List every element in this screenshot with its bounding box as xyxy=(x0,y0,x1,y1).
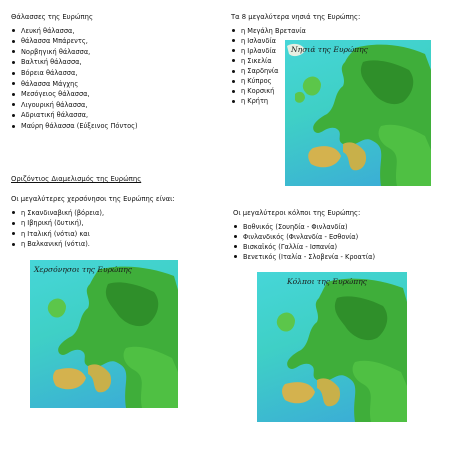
peninsulas-list xyxy=(11,208,175,250)
list-item: η Ισλανδία xyxy=(231,36,360,46)
list-item: Φινλανδικός (Φινλανδία - Εσθονία) xyxy=(233,232,375,242)
list-item: θάλασσα Μάγχης xyxy=(11,79,138,90)
seas-heading: Θάλασσες της Ευρώπης xyxy=(11,13,93,21)
europe-map-image xyxy=(285,40,431,186)
division-section xyxy=(11,174,141,185)
gulfs-heading: Οι μεγαλύτεροι κόλποι της Ευρώπης: xyxy=(233,209,361,217)
list-item: Αδριατική θάλασσα, xyxy=(11,110,138,121)
list-item: η Ιβηρική (δυτική), xyxy=(11,218,175,229)
list-item: η Ιταλική (νότια) και xyxy=(11,229,175,240)
list-item: Λιγουρική θάλασσα, xyxy=(11,100,138,111)
list-item: η Μεγάλη Βρετανία xyxy=(231,26,360,36)
europe-map-image xyxy=(30,260,178,408)
islands-map xyxy=(285,40,431,186)
list-item: η Κορσική xyxy=(231,86,360,96)
list-item: Βοθνικός (Σουηδία - Φινλανδία) xyxy=(233,222,375,232)
list-item: η Ιρλανδία xyxy=(231,46,360,56)
list-item: η Κύπρος xyxy=(231,76,360,86)
list-item: η Κρήτη xyxy=(231,96,360,106)
list-item: Λευκή θάλασσα, xyxy=(11,26,138,37)
division-heading: Οριζόντιος Διαμελισμός της Ευρώπης xyxy=(11,175,142,183)
peninsulas-section xyxy=(11,194,175,250)
list-item: Νορβηγική θάλασσα, xyxy=(11,47,138,58)
list-item: η Σκανδιναβική (βόρεια), xyxy=(11,208,175,219)
list-item: Βενετικός (Ιταλία - Σλοβενία - Κροατία) xyxy=(233,252,375,262)
list-item: θάλασσα Μπάρεντς, xyxy=(11,36,138,47)
list-item: η Σικελία xyxy=(231,56,360,66)
europe-map-image xyxy=(257,272,407,422)
list-item: η Βαλκανική (νότια). xyxy=(11,239,175,250)
map-title: Κόλποι της Ευρώπης xyxy=(287,277,368,286)
seas-list xyxy=(11,26,138,132)
gulfs-map xyxy=(257,272,407,422)
list-item: Βαλτική θάλασσα, xyxy=(11,57,138,68)
peninsulas-map xyxy=(30,260,178,408)
seas-section xyxy=(11,12,138,132)
list-item: η Σαρδηνία xyxy=(231,66,360,76)
list-item: Μαύρη θάλασσα (Εύξεινος Πόντος) xyxy=(11,121,138,132)
islands-heading: Τα 8 μεγαλύτερα νησιά της Ευρώπης: xyxy=(231,13,361,21)
map-title: Χερσόνησοι της Ευρώπης xyxy=(34,265,133,274)
gulfs-section xyxy=(233,208,375,262)
list-item: Μεσόγειος θάλασσα, xyxy=(11,89,138,100)
peninsulas-heading: Οι μεγαλύτερες χερσόνησοι της Ευρώπης είναι: xyxy=(11,195,175,203)
map-title: Νησιά της Ευρώπης xyxy=(291,45,368,54)
list-item: Βόρεια θάλασσα, xyxy=(11,68,138,79)
list-item: Βισκαϊκός (Γαλλία - Ισπανία) xyxy=(233,242,375,252)
gulfs-list xyxy=(233,222,375,262)
